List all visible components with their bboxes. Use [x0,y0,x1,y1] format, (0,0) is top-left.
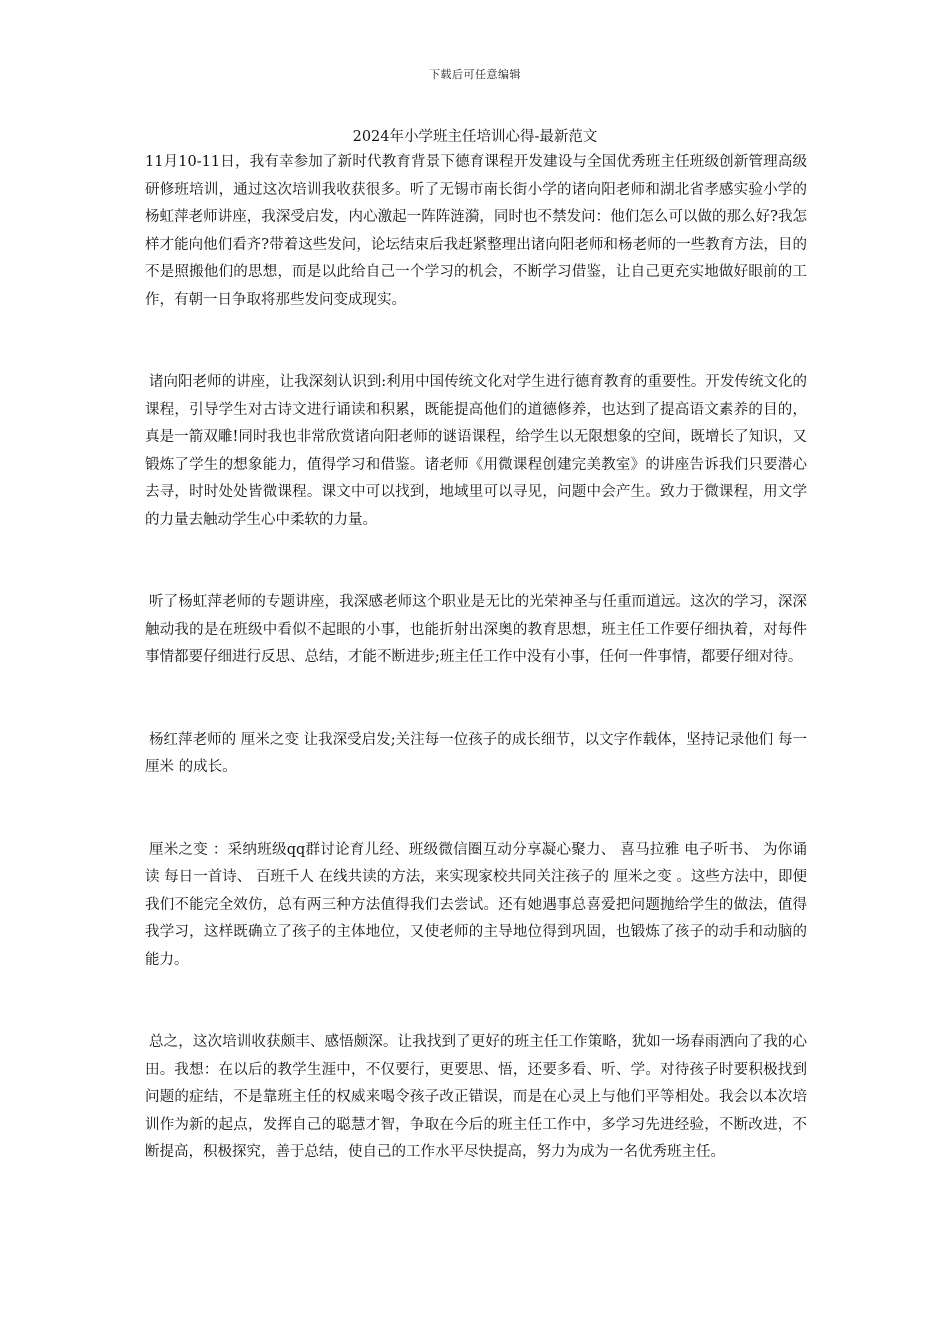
paragraph-gap [145,782,807,837]
paragraph-6: 总之，这次培训收获颇丰、感悟颇深。让我找到了更好的班主任工作策略，犹如一场春雨洒向了我的心田。我想：在以后的教学生涯中，不仅要行，更要思、悟，还要多看、听、学。对待孩子时要积极找到问题的症结，不是靠班主任的权威来喝令孩子改正错误，而是在心灵上与他们平等相处。我会以本次培训作为新的起点，发挥自己的聪慧才智，争取在今后的班主任工作中，多学习先进经验，不断改进，不断提高，积极探究，善于总结，使自己的工作水平尽快提高，努力为成为一名优秀班主任。 [145,1034,807,1160]
document-body [145,149,807,1167]
paragraph-3: 听了杨虹萍老师的专题讲座，我深感老师这个职业是无比的光荣神圣与任重而道远。这次的学习，深深触动我的是在班级中看似不起眼的小事，也能折射出深奥的教育思想，班主任工作要仔细执着，对每件事情都要仔细进行反思、总结，才能不断进步;班主任工作中没有小事，任何一件事情，都要仔细对待。 [145,594,807,665]
paragraph-1: 11月10-11日，我有幸参加了新时代教育背景下德育课程开发建设与全国优秀班主任班级创新管理高级研修班培训，通过这次培训我收获很多。听了无锡市南长街小学的诸向阳老师和湖北省孝感实验小学的杨虹萍老师讲座，我深受启发，内心激起一阵阵涟漪，同时也不禁发问：他们怎么可以做的那么好?我怎样才能向他们看齐?带着这些发问，论坛结束后我赶紧整理出诸向阳老师和杨老师的一些教育方法，目的不是照搬他们的思想，而是以此给自己一个学习的机会，不断学习借鉴，让自己更充实地做好眼前的工作，有朝一日争取将那些发问变成现实。 [145,154,807,308]
paragraph-4: 杨红萍老师的 厘米之变 让我深受启发;关注每一位孩子的成长细节，以文字作载体，坚持记录他们 每一厘米 的成长。 [145,731,807,775]
paragraph-gap [145,672,807,727]
paragraph-gap [145,974,807,1029]
paragraph-gap [145,314,807,369]
paragraph-2: 诸向阳老师的讲座，让我深刻认识到:利用中国传统文化对学生进行德育教育的重要性。开发传统文化的课程，引导学生对古诗文进行诵读和积累，既能提高他们的道德修养，也达到了提高语文素养的目的，真是一箭双雕!同时我也非常欣赏诸向阳老师的谜语课程，给学生以无限想象的空间，既增长了知识，又锻炼了学生的想象能力，值得学习和借鉴。诸老师《用微课程创建完美教室》的讲座告诉我们只要潜心去寻，时时处处皆微课程。课文中可以找到，地域里可以寻见，问题中会产生。致力于微课程，用文学的力量去触动学生心中柔软的力量。 [145,374,807,528]
document-title: 2024年小学班主任培训心得-最新范文 [352,129,598,145]
page-header-note: 下载后可任意编辑 [429,68,521,81]
paragraph-5: 厘米之变 ：采纳班级qq群讨论育儿经、班级微信圈互动分享凝心聚力、 喜马拉雅 电子听书、 为你诵读 每日一首诗、 百班千人 在线共读的方法，来实现家校共同关注孩子的 厘米之变 。这些方法中，即便我们不能完全效仿，总有两三种方法值得我们去尝试。还有她遇事总喜爱把问题抛给学生的做法，值得我学习，这样既确立了孩子的主体地位，又使老师的主导地位得到巩固，也锻炼了孩子的动手和动脑的能力。 [145,841,807,968]
paragraph-gap [145,534,807,589]
